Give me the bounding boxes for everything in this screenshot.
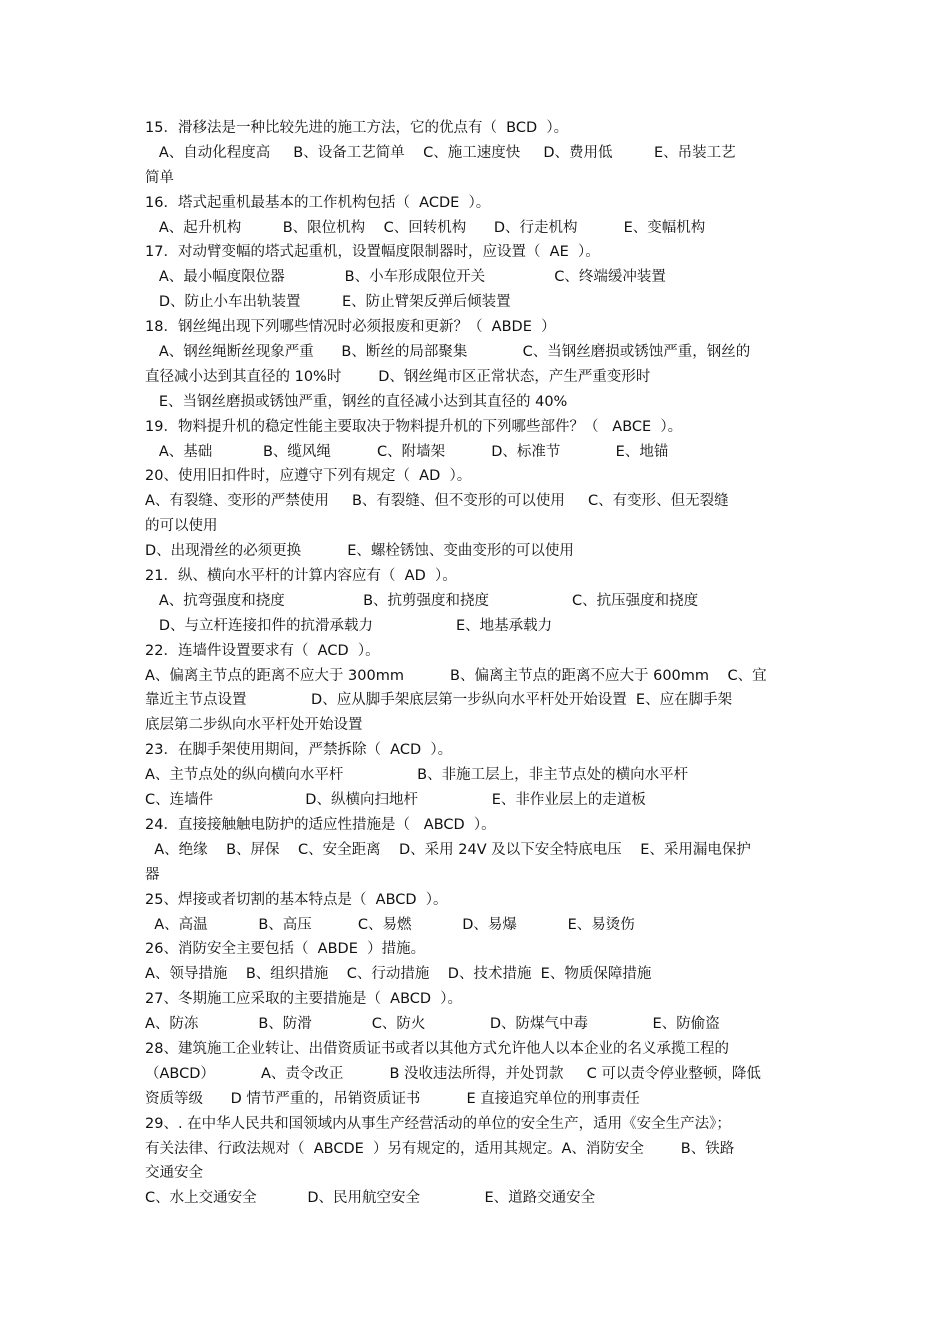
- text-line: 靠近主节点设置 D、应从脚手架底层第一步纵向水平杆处开始设置 E、应在脚手架: [145, 692, 733, 709]
- question-list: [145, 116, 815, 1211]
- text-line: E、当钢丝磨损或锈蚀严重，钢丝的直径减小达到其直径的 40%: [145, 393, 568, 410]
- text-line: A、钢丝绳断丝现象严重 B、断丝的局部聚集 C、当钢丝磨损或锈蚀严重，钢丝的: [145, 344, 751, 361]
- text-line: D、与立杆连接扣件的抗滑承载力 E、地基承载力: [145, 617, 553, 634]
- text-line: 22．连墙件设置要求有（ ACD ）。: [145, 642, 380, 659]
- text-line: 27、冬期施工应采取的主要措施是（ ABCD ）。: [145, 991, 463, 1008]
- text-line: 有关法律、行政法规对（ ABCDE ）另有规定的，适用其规定。A、消防安全 B、铁路: [145, 1140, 735, 1157]
- text-line: 简单: [145, 169, 174, 186]
- text-line: A、起升机构 B、限位机构 C、回转机构 D、行走机构 E、变幅机构: [145, 219, 706, 236]
- text-line: A、防冻 B、防滑 C、防火 D、防煤气中毒 E、防偷盗: [145, 1016, 720, 1033]
- text-line: 29、. 在中华人民共和国领域内从事生产经营活动的单位的安全生产，适用《安全生产法》；: [145, 1115, 731, 1132]
- text-line: 器: [145, 866, 160, 883]
- text-line: A、主节点处的纵向横向水平杆 B、非施工层上，非主节点处的横向水平杆: [145, 767, 689, 784]
- text-line: 资质等级 D 情节严重的，吊销资质证书 E 直接追究单位的刑事责任: [145, 1090, 640, 1107]
- text-line: A、抗弯强度和挠度 B、抗剪强度和挠度 C、抗压强度和挠度: [145, 592, 699, 609]
- text-line: A、偏离主节点的距离不应大于 300mm B、偏离主节点的距离不应大于 600mm C、宜: [145, 667, 767, 684]
- text-line: C、连墙件 D、纵横向扫地杆 E、非作业层上的走道板: [145, 792, 646, 809]
- text-line: 直径减小达到其直径的 10%时 D、钢丝绳市区正常状态，产生严重变形时: [145, 368, 651, 385]
- text-line: A、高温 B、高压 C、易燃 D、易爆 E、易烫伤: [145, 916, 635, 933]
- text-line: 20、使用旧扣件时，应遵守下列有规定（ AD ）。: [145, 468, 472, 485]
- text-line: A、绝缘 B、屏保 C、安全距离 D、采用 24V 及以下安全特底电压 E、采用漏电保护: [145, 841, 751, 858]
- text-line: 25、焊接或者切割的基本特点是（ ABCD ）。: [145, 891, 448, 908]
- text-line: 24．直接接触触电防护的适应性措施是（ ABCD ）。: [145, 816, 496, 833]
- text-line: 23．在脚手架使用期间，严禁拆除（ ACD ）。: [145, 742, 453, 759]
- text-line: C、水上交通安全 D、民用航空安全 E、道路交通安全: [145, 1190, 596, 1207]
- text-line: A、领导措施 B、组织措施 C、行动措施 D、技术措施 E、物质保障措施: [145, 966, 652, 983]
- text-line: 26、消防安全主要包括（ ABDE ）措施。: [145, 941, 426, 958]
- text-line: D、防止小车出轨装置 E、防止臂架反弹后倾装置: [145, 294, 511, 311]
- text-line: 17．对动臂变幅的塔式起重机，设置幅度限制器时，应设置（ AE ）。: [145, 244, 600, 261]
- text-line: 16．塔式起重机最基本的工作机构包括（ ACDE ）。: [145, 194, 491, 211]
- text-line: 交通安全: [145, 1165, 203, 1182]
- text-line: （ABCD） A、责令改正 B 没收违法所得，并处罚款 C 可以责令停业整顿，降低: [145, 1065, 761, 1082]
- text-line: 的可以使用: [145, 518, 218, 535]
- text-line: A、基础 B、缆风绳 C、附墙架 D、标准节 E、地锚: [145, 443, 669, 460]
- text-line: D、出现滑丝的必须更换 E、螺栓锈蚀、变曲变形的可以使用: [145, 543, 574, 560]
- text-line: A、有裂缝、变形的严禁使用 B、有裂缝、但不变形的可以使用 C、有变形、但无裂缝: [145, 493, 729, 510]
- text-line: 底层第二步纵向水平杆处开始设置: [145, 717, 363, 734]
- text-line: 21．纵、横向水平杆的计算内容应有（ AD ）。: [145, 568, 457, 585]
- text-line: 28、建筑施工企业转让、出借资质证书或者以其他方式允许他人以本企业的名义承揽工程的: [145, 1040, 729, 1057]
- text-line: 18．钢丝绳出现下列哪些情况时必须报废和更新？（ ABDE ）: [145, 319, 556, 336]
- text-line: 15．滑移法是一种比较先进的施工方法，它的优点有（ BCD ）。: [145, 120, 569, 136]
- text-line: 19．物料提升机的稳定性能主要取决于物料提升机的下列哪些部件？（ ABCE ）。: [145, 418, 683, 435]
- text-line: A、最小幅度限位器 B、小车形成限位开关 C、终端缓冲装置: [145, 269, 666, 286]
- text-line: A、自动化程度高 B、设备工艺简单 C、施工速度快 D、费用低 E、吊装工艺: [145, 144, 736, 161]
